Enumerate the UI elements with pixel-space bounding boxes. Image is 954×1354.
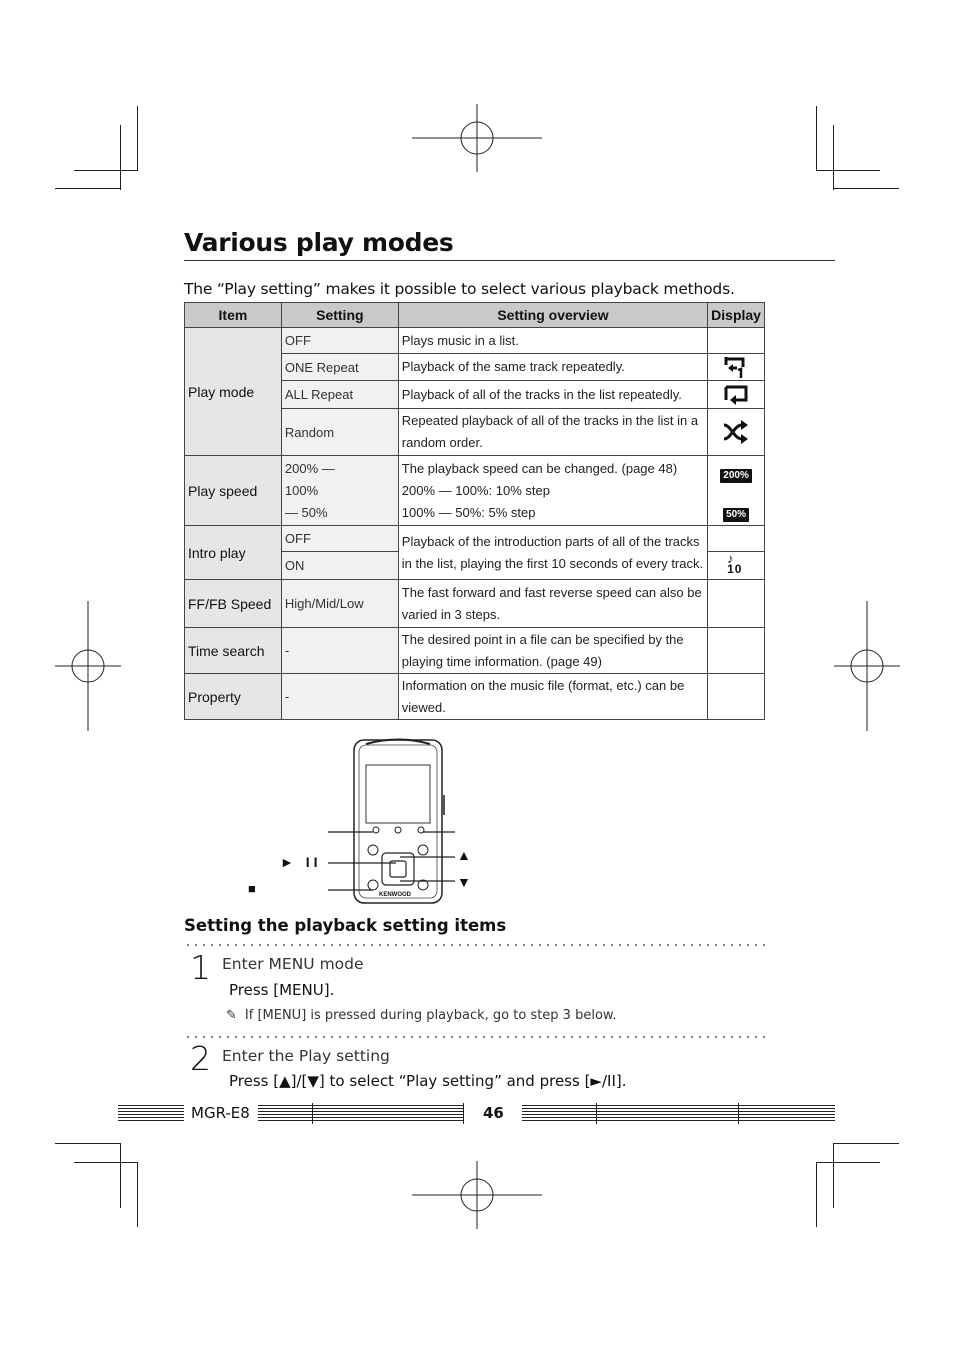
pencil-icon: ✎ <box>226 1008 237 1023</box>
item-time-search: Time search <box>185 628 282 674</box>
dotted-divider <box>184 944 765 946</box>
overview-one-repeat: Playback of the same track repeatedly. <box>398 354 707 381</box>
speed-setting-line: — 50% <box>284 504 328 520</box>
setting-one-repeat: ONE Repeat <box>281 354 398 381</box>
step-note-text: If [MENU] is pressed during playback, go to step 3 below. <box>244 1008 617 1023</box>
header-setting: Setting <box>281 303 398 328</box>
table-row <box>185 456 765 526</box>
header-overview: Setting overview <box>398 303 707 328</box>
step-number: 1 <box>190 948 211 987</box>
display-empty <box>708 674 765 720</box>
display-empty <box>708 628 765 674</box>
item-play-speed: Play speed <box>185 456 282 526</box>
up-label: ▲ <box>457 847 471 863</box>
registration-mark-top <box>412 104 542 172</box>
step-number: 2 <box>190 1039 211 1078</box>
device-drawing <box>258 735 478 905</box>
item-play-mode: Play mode <box>185 328 282 456</box>
overview-intro-play: Playback of the introduction parts of all of the tracks in the list, playing the first 10 seconds of every track. <box>398 526 707 580</box>
display-empty <box>708 580 765 628</box>
repeat-all-icon <box>723 383 749 407</box>
step-note <box>226 1008 616 1023</box>
intro-10-text: 10 <box>727 562 743 576</box>
setting-intro-off: OFF <box>281 526 398 552</box>
title-rule <box>184 260 835 261</box>
footer-divider <box>596 1103 597 1124</box>
setting-property: - <box>281 674 398 720</box>
page-number: 46 <box>483 1104 504 1122</box>
setting-all-repeat: ALL Repeat <box>281 381 398 409</box>
registration-mark-bottom <box>412 1161 542 1229</box>
table-header-row <box>185 303 765 328</box>
item-property: Property <box>185 674 282 720</box>
footer-hatch-mid <box>258 1105 463 1122</box>
speed-overview-line: 200% — 100%: 10% step <box>401 482 550 498</box>
stop-label: ■ <box>248 881 256 896</box>
overview-property: Information on the music file (format, etc.) can be viewed. <box>398 674 707 720</box>
speed-setting-line: 200% — <box>284 460 335 476</box>
section-title: Setting the playback setting items <box>184 916 507 935</box>
intro-text: The “Play setting” makes it possible to select various playback methods. <box>184 280 735 298</box>
dotted-divider <box>184 1036 765 1038</box>
step-body: Press [▲]/[▼] to select “Play setting” and press [►/II]. <box>229 1072 627 1090</box>
step-title: Enter MENU mode <box>222 955 364 973</box>
table-row <box>185 580 765 628</box>
footer-model: MGR-E8 <box>191 1104 250 1122</box>
table-row <box>185 526 765 552</box>
footer-divider <box>738 1103 739 1124</box>
setting-time-search: - <box>281 628 398 674</box>
speed-overview-line: 100% — 50%: 5% step <box>401 504 536 520</box>
overview-random: Repeated playback of all of the tracks in the list in a random order. <box>398 409 707 456</box>
table-row <box>185 328 765 354</box>
shuffle-icon <box>722 420 750 444</box>
play-pause-label: ► II <box>280 854 322 870</box>
overview-ff-fb: The fast forward and fast reverse speed can also be varied in 3 steps. <box>398 580 707 628</box>
device-illustration <box>248 735 478 905</box>
item-ff-fb-speed: FF/FB Speed <box>185 580 282 628</box>
overview-off: Plays music in a list. <box>398 328 707 354</box>
speed-setting-line: 100% <box>284 482 319 498</box>
setting-intro-on: ON <box>281 552 398 580</box>
overview-time-search: The desired point in a file can be specified by the playing time information. (page 49) <box>398 628 707 674</box>
page-title: Various play modes <box>184 228 454 257</box>
play-modes-table <box>184 302 765 720</box>
overview-all-repeat: Playback of all of the tracks in the list repeatedly. <box>398 381 707 409</box>
setting-off: OFF <box>281 328 398 354</box>
table-row <box>185 628 765 674</box>
display-empty <box>708 526 765 552</box>
registration-mark-right <box>834 601 900 731</box>
speed-200-badge: 200% <box>720 469 752 483</box>
header-item: Item <box>185 303 282 328</box>
speed-overview-line: The playback speed can be changed. (page 48) <box>401 460 678 476</box>
item-intro-play: Intro play <box>185 526 282 580</box>
intro-10-icon: ♪ 10 <box>727 551 743 576</box>
repeat-one-icon <box>723 355 749 379</box>
footer-divider <box>312 1103 313 1124</box>
display-empty <box>708 328 765 354</box>
footer-hatch-left <box>118 1105 184 1122</box>
step-body: Press [MENU]. <box>229 981 335 999</box>
step-title: Enter the Play setting <box>222 1047 390 1065</box>
device-brand: KENWOOD <box>379 892 411 898</box>
table-row <box>185 674 765 720</box>
registration-mark-left <box>55 601 121 731</box>
setting-ff-fb: High/Mid/Low <box>281 580 398 628</box>
down-label: ▼ <box>457 874 471 890</box>
setting-random: Random <box>281 409 398 456</box>
header-display: Display <box>708 303 765 328</box>
footer-hatch-right <box>522 1105 835 1122</box>
speed-50-badge: 50% <box>723 508 749 522</box>
footer-divider <box>463 1103 464 1124</box>
